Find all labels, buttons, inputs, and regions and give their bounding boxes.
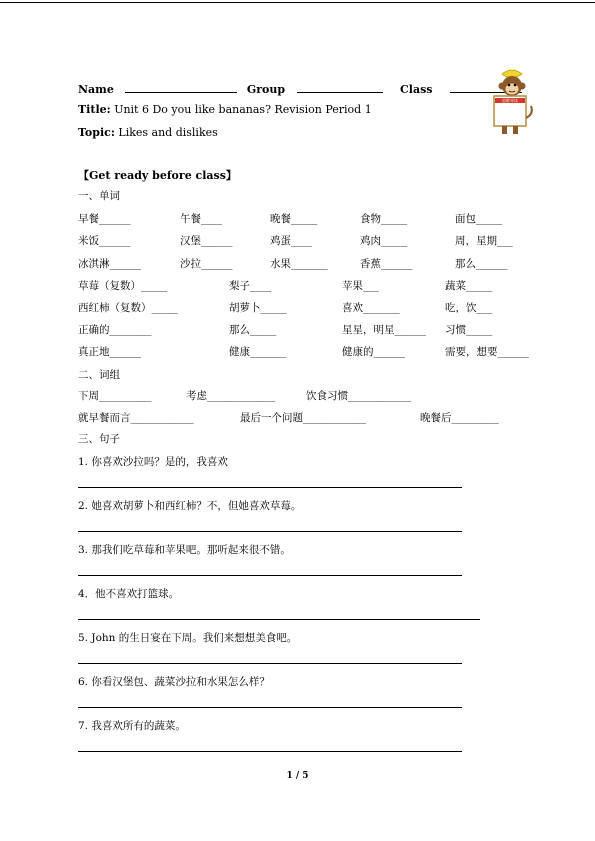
vocab-item: 冰淇淋______ (78, 258, 141, 270)
class-label: Class (400, 83, 433, 96)
part1-heading: 一、单词 (78, 190, 120, 202)
vocab-item: 苹果___ (342, 280, 379, 292)
group-label: Group (246, 83, 286, 96)
title-label: Title: (78, 103, 111, 116)
logo-text: 思维导读 (502, 98, 518, 104)
vocab-item: 健康_______ (229, 346, 287, 358)
vocab-item: 草莓（复数）_____ (78, 280, 168, 292)
name-blank[interactable] (125, 80, 237, 93)
part3-heading: 三、句子 (78, 433, 120, 445)
sentence-prompt: 3. 那我们吃草莓和苹果吧。那听起来很不错。 (78, 544, 291, 556)
vocab-item: 那么_____ (229, 324, 277, 336)
answer-line[interactable] (78, 531, 462, 532)
vocab-item: 真正地______ (78, 346, 141, 358)
section-title: 【Get ready before class】 (78, 169, 237, 182)
sentence-prompt: 4．他不喜欢打篮球。 (78, 588, 180, 600)
topic-line (78, 126, 218, 139)
vocab-item: 食物_____ (360, 213, 408, 225)
vocab-item: 需要，想要______ (445, 346, 529, 358)
answer-line[interactable] (78, 575, 462, 576)
vocab-item: 米饭______ (78, 235, 131, 247)
page-number: 1 / 5 (286, 771, 309, 781)
phrase-item: 最后一个问题____________ (240, 412, 366, 424)
vocab-item: 那么______ (455, 258, 508, 270)
topic-label: Topic: (78, 126, 115, 139)
sentence-prompt: 7. 我喜欢所有的蔬菜。 (78, 720, 186, 732)
vocab-item: 早餐______ (78, 213, 131, 225)
sentence-prompt: 5. John 的生日宴在下周。我们来想想美食吧。 (78, 632, 298, 644)
answer-line[interactable] (78, 663, 462, 664)
answer-line[interactable] (78, 751, 462, 752)
sentence-prompt: 2. 她喜欢胡萝卜和西红柿？不，但她喜欢草莓。 (78, 500, 302, 512)
sentence-prompt: 6. 你看汉堡包、蔬菜沙拉和水果怎么样？ (78, 676, 270, 688)
answer-line[interactable] (78, 487, 462, 488)
vocab-item: 晚餐_____ (270, 213, 318, 225)
vocab-item: 汉堡______ (180, 235, 233, 247)
phrase-item: 考虑_____________ (186, 390, 276, 402)
vocab-item: 喜欢_______ (342, 302, 400, 314)
phrase-item: 饮食习惯____________ (306, 390, 411, 402)
vocab-item: 正确的________ (78, 324, 152, 336)
vocab-item: 蔬菜_____ (445, 280, 493, 292)
vocab-item: 习惯_____ (445, 324, 493, 336)
vocab-item: 香蕉______ (360, 258, 413, 270)
vocab-item: 胡萝卜_____ (229, 302, 287, 314)
vocab-item: 水果_______ (270, 258, 328, 270)
part2-heading: 二、词组 (78, 369, 120, 381)
answer-line[interactable] (78, 619, 480, 620)
vocab-item: 梨子____ (229, 280, 271, 292)
title-text: Unit 6 Do you like bananas? Revision Period 1 (114, 103, 372, 116)
vocab-item: 周，星期___ (455, 235, 513, 247)
phrase-item: 就早餐而言____________ (78, 412, 194, 424)
monkey-logo-icon (488, 68, 536, 138)
sentence-prompt: 1. 你喜欢沙拉吗？是的，我喜欢 (78, 456, 228, 468)
vocab-item: 健康的______ (342, 346, 405, 358)
vocab-item: 星星，明星______ (342, 324, 426, 336)
answer-line[interactable] (78, 707, 462, 708)
vocab-item: 鸡蛋____ (270, 235, 312, 247)
title-line (78, 103, 372, 116)
vocab-item: 鸡肉_____ (360, 235, 408, 247)
header-fields (78, 80, 522, 96)
vocab-item: 午餐____ (180, 213, 222, 225)
name-label: Name (78, 83, 114, 96)
vocab-item: 西红柿（复数）_____ (78, 302, 178, 314)
vocab-item: 面包_____ (455, 213, 503, 225)
vocab-item: 吃，饮___ (445, 302, 493, 314)
phrase-item: 晚餐后_________ (420, 412, 499, 424)
top-rule (0, 2, 595, 3)
group-blank[interactable] (297, 80, 383, 93)
phrase-item: 下周__________ (78, 390, 152, 402)
vocab-item: 沙拉______ (180, 258, 233, 270)
topic-text: Likes and dislikes (118, 126, 218, 139)
